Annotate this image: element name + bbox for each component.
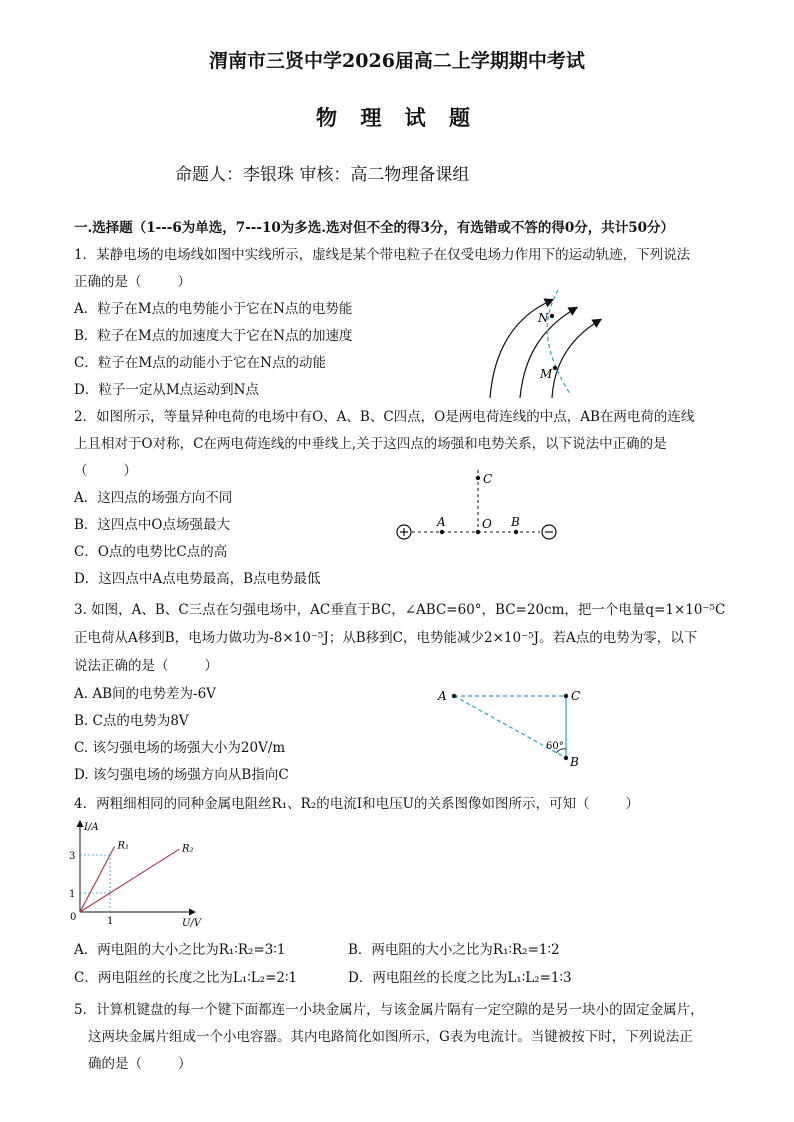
q1-option-a[interactable]: A．粒子在M点的电势能小于它在N点的电势能: [74, 301, 353, 317]
positive-charge-icon: [397, 525, 411, 539]
series-label-2: R₂: [182, 843, 194, 855]
q1-stem-line1: 1．某静电场的电场线如图中实线所示，虚线是某个带电粒子在仅受电场力作用下的运动轨迹，下列说法: [74, 247, 691, 263]
q4-option-d[interactable]: D．两电阻丝的长度之比为L₁∶L₂=1∶3: [348, 970, 572, 986]
y-tick-label-1: 1: [69, 889, 76, 900]
q2-option-b[interactable]: B．这四点中O点场强最大: [74, 517, 230, 533]
q1-option-c[interactable]: C．粒子在M点的动能小于它在N点的动能: [74, 355, 326, 371]
q4-stem: 4．两粗细相同的同种金属电阻丝R₁、R₂的电流I和电压U的关系图像如图所示，可知（ ）: [74, 796, 639, 812]
label-a: A: [437, 515, 446, 529]
q5-stem-line2: 这两块金属片组成一个小电容器。其内电路简化如图所示，G表为电流计。当键被按下时，下列说法正: [88, 1029, 693, 1045]
negative-charge-icon: [542, 525, 556, 539]
label-a: A: [438, 689, 447, 703]
series-label-1: R₁: [117, 840, 130, 852]
label-angle: 60°: [546, 741, 564, 752]
q3-figure: [430, 682, 590, 772]
q2-figure: [392, 462, 564, 544]
q2-option-d[interactable]: D．这四点中A点电势最高，B点电势最低: [74, 571, 321, 587]
q2-stem-line2: 上且相对于O对称，C在两电荷连线的中垂线上,关于这四点的场强和电势关系，以下说法中正确的是: [74, 436, 667, 452]
q1-stem-line2: 正确的是（ ）: [74, 274, 191, 290]
x-axis-label: U/V: [182, 918, 202, 929]
q2-option-c[interactable]: C．O点的电势比C点的高: [74, 544, 228, 560]
q3-stem-line2: 正电荷从A移到B，电场力做功为-8×10⁻⁵J；从B移到C，电势能减少2×10⁻⁵J。若A点的电势为零，以下: [74, 630, 698, 646]
q5-stem-line1: 5．计算机键盘的每一个键下面都连一小块金属片，与该金属片隔有一定空隙的是另一块小的固定金属片，: [74, 1002, 704, 1018]
q2-stem-line3: （ ）: [74, 463, 137, 479]
q4-option-a[interactable]: A．两电阻的大小之比为R₁∶R₂=3∶1: [74, 942, 286, 958]
q4-iu-chart: [64, 816, 214, 930]
series-line-1: [80, 846, 115, 912]
q1-option-b[interactable]: B．粒子在M点的加速度大于它在N点的加速度: [74, 328, 353, 344]
q3-option-d[interactable]: D. 该匀强电场的场强方向从B指向C: [74, 767, 289, 783]
label-c: C: [483, 472, 493, 486]
y-tick-label-3: 3: [69, 851, 76, 862]
q3-option-c[interactable]: C. 该匀强电场的场强大小为20V/m: [74, 740, 286, 756]
q1-option-d[interactable]: D．粒子一定从M点运动到N点: [74, 382, 259, 398]
q1-figure: [480, 282, 610, 402]
q5-stem-line3: 确的是（ ）: [88, 1056, 192, 1072]
label-n: N: [538, 311, 549, 325]
label-o: O: [482, 517, 492, 531]
q4-option-c[interactable]: C．两电阻丝的长度之比为L₁∶L₂=2∶1: [74, 970, 298, 986]
y-axis-label: I/A: [84, 822, 99, 833]
label-b: B: [570, 755, 579, 769]
q3-stem-line3: 说法正确的是（ ）: [74, 658, 218, 674]
q3-option-a[interactable]: A. AB间的电势差为-6V: [74, 686, 216, 702]
section-heading: 一.选择题（1---6为单选，7---10为多选.选对但不全的得3分，有选错或不答的得0分，共计50分）: [74, 220, 675, 236]
label-m: M: [540, 367, 553, 381]
series-line-2: [80, 849, 179, 912]
q2-stem-line1: 2．如图所示，等量异种电荷的电场中有O、A、B、C四点，O是两电荷连线的中点，AB在两电荷的连线: [74, 409, 695, 425]
q3-stem-line1: 3. 如图，A、B、C三点在匀强电场中，AC垂直于BC，∠ABC=60°，BC=20cm，把一个电量q=1×10⁻⁵C: [74, 602, 726, 618]
label-b: B: [511, 515, 520, 529]
exam-subtitle: 物 理 试 题: [316, 105, 478, 130]
field-line-3: [552, 320, 600, 398]
exam-title: 渭南市三贤中学2026届高二上学期期中考试: [209, 50, 585, 72]
x-tick-label-1: 1: [107, 916, 114, 927]
exam-author: 命题人：李银珠 审核：高二物理备课组: [175, 165, 470, 185]
label-c: C: [571, 689, 581, 703]
q3-option-b[interactable]: B. C点的电势为8V: [74, 713, 189, 729]
q4-option-b[interactable]: B．两电阻的大小之比为R₁∶R₂=1∶2: [348, 942, 560, 958]
q2-option-a[interactable]: A．这四点的场强方向不同: [74, 490, 233, 506]
origin-label: 0: [70, 912, 77, 923]
